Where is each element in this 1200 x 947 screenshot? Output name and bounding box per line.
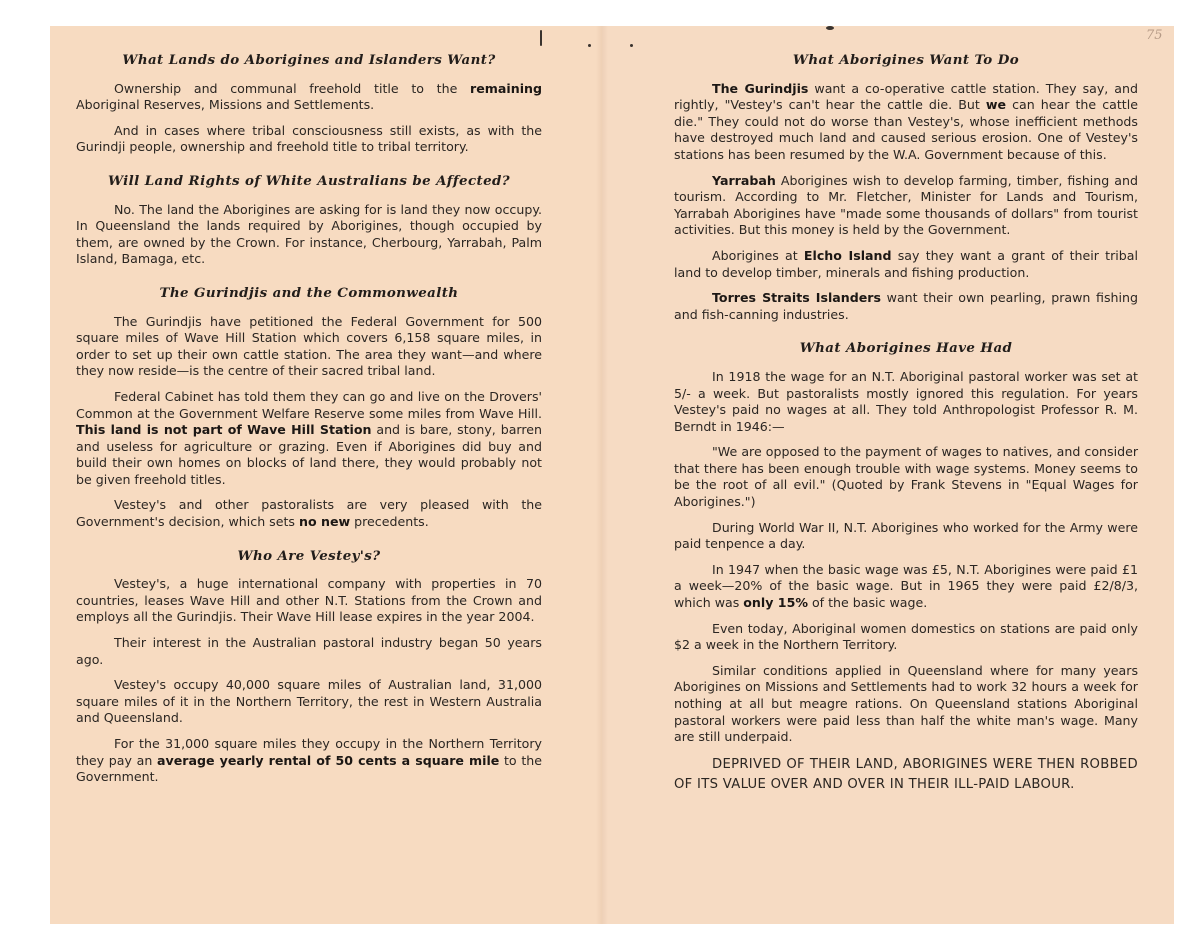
heading-what-aborigines-want: What Aborigines Want To Do: [792, 52, 1020, 68]
heading-gurindjis-commonwealth: The Gurindjis and the Commonwealth: [159, 284, 459, 301]
heading-what-aborigines-had: What Aborigines Have Had: [799, 340, 1013, 357]
paragraph: Aborigines at Elcho Island say they want a grant of their tribal land to develop timber, minerals and fishing production.: [674, 247, 1139, 280]
paragraph: Ownership and communal freehold title to the remaining Aboriginal Reserves, Missions and Settlements.: [76, 80, 542, 113]
paragraph: During World War II, N.T. Aborigines who worked for the Army were paid tenpence a day.: [674, 519, 1138, 552]
ink-speck: [630, 44, 633, 47]
right-column: [674, 52, 1138, 804]
paragraph: For the 31,000 square miles they occupy in the Northern Territory they pay an average yearly rental of 50 cents a square mile to the Government.: [76, 736, 542, 785]
paragraph: Yarrabah Aborigines wish to develop farming, timber, fishing and tourism. According to Mr. Fletcher, Minister for Lands and Tourism, Yarrabah Aborigines have "made some thousands of dollars" from tourist activities. But this money is held by the Government.: [674, 172, 1138, 238]
ink-speck: [540, 30, 542, 46]
quotation: "We are opposed to the payment of wages to natives, and consider that there has been enough trouble with wage systems. Money seems to be the root of all evil." (Quoted by Frank Stevens in "Equal Wages for Aborigines."): [674, 444, 1138, 510]
heading-lands-wanted: What Lands do Aborigines and Islanders Want?: [122, 52, 496, 68]
page-gutter: [596, 26, 608, 924]
paragraph: The Gurindjis want a co-operative cattle station. They say, and rightly, "Vestey's can't hear the cattle die. But we can hear the cattle die." They could not do worse than Vestey's, whose inefficient methods have destroyed much land and caused serious erosion. One of Vestey's stations has been resumed by the W.A. Government because of this.: [674, 80, 1138, 162]
paragraph: Similar conditions applied in Queensland where for many years Aborigines on Missions and Settlements had to work 32 hours a week for nothing at all but meagre rations. On Queensland stations Aboriginal pastoral workers were paid less than half the white man's wage. Many are still underpaid.: [674, 662, 1138, 745]
ink-speck: [588, 44, 591, 47]
closing-statement: DEPRIVED OF THEIR LAND, ABORIGINES WERE THEN ROBBED OF ITS VALUE OVER AND OVER IN THEIR ILL-PAID LABOUR.: [674, 756, 1138, 792]
left-column: [76, 52, 542, 795]
paragraph: Vestey's, a huge international company with properties in 70 countries, leases Wave Hill and other N.T. Stations from the Crown and employs all the Gurindjis. Their Wave Hill lease expires in the year 2004.: [76, 576, 542, 625]
paragraph: Federal Cabinet has told them they can go and live on the Drovers' Common at the Government Welfare Reserve some miles from Wave Hill. This land is not part of Wave Hill Station and is bare, stony, barren and useless for agriculture or grazing. Even if Aborigines did buy and build their own homes on blocks of land there, they would probably not be given freehold titles.: [76, 388, 542, 487]
paragraph: Torres Straits Islanders want their own pearling, prawn fishing and fish-canning industries.: [674, 290, 1138, 322]
paragraph: No. The land the Aborigines are asking for is land they now occupy. In Queensland the lands required by Aborigines, though occupied by them, are owned by the Crown. For instance, Cherbourg, Yarrabah, Palm Island, Bamaga, etc.: [76, 201, 542, 267]
heading-who-are-vesteys: Who Are Vestey's?: [237, 547, 381, 564]
paragraph: And in cases where tribal consciousness still exists, as with the Gurindji people, ownership and freehold title to tribal territory.: [76, 122, 542, 155]
paragraph: Vestey's occupy 40,000 square miles of Australian land, 31,000 square miles of it in the Northern Territory, the rest in Western Australia and Queensland.: [76, 677, 542, 726]
paragraph: Their interest in the Australian pastoral industry began 50 years ago.: [76, 635, 542, 667]
heading-white-land-rights: Will Land Rights of White Australians be Affected?: [107, 172, 511, 189]
page-number-mark: 75: [1146, 28, 1163, 43]
paragraph: Even today, Aboriginal women domestics on stations are paid only $2 a week in the Northern Territory.: [674, 620, 1138, 653]
paragraph: Vestey's and other pastoralists are very pleased with the Government's decision, which sets no new precedents.: [76, 497, 542, 530]
paragraph: The Gurindjis have petitioned the Federal Government for 500 square miles of Wave Hill Station which covers 6,158 square miles, in order to set up their own cattle station. The area they want—and where they now reside—is the centre of their sacred tribal land.: [76, 313, 542, 379]
ink-speck: [826, 26, 834, 30]
paragraph: In 1947 when the basic wage was £5, N.T. Aborigines were paid £1 a week—20% of the basic wage. But in 1965 they were paid £2/8/3, which was only 15% of the basic wage.: [674, 561, 1138, 611]
paragraph: In 1918 the wage for an N.T. Aboriginal pastoral worker was set at 5/- a week. But pastoralists mostly ignored this regulation. For years Vestey's paid no wages at all. They told Anthropologist Professor R. M. Berndt in 1946:—: [674, 368, 1138, 434]
